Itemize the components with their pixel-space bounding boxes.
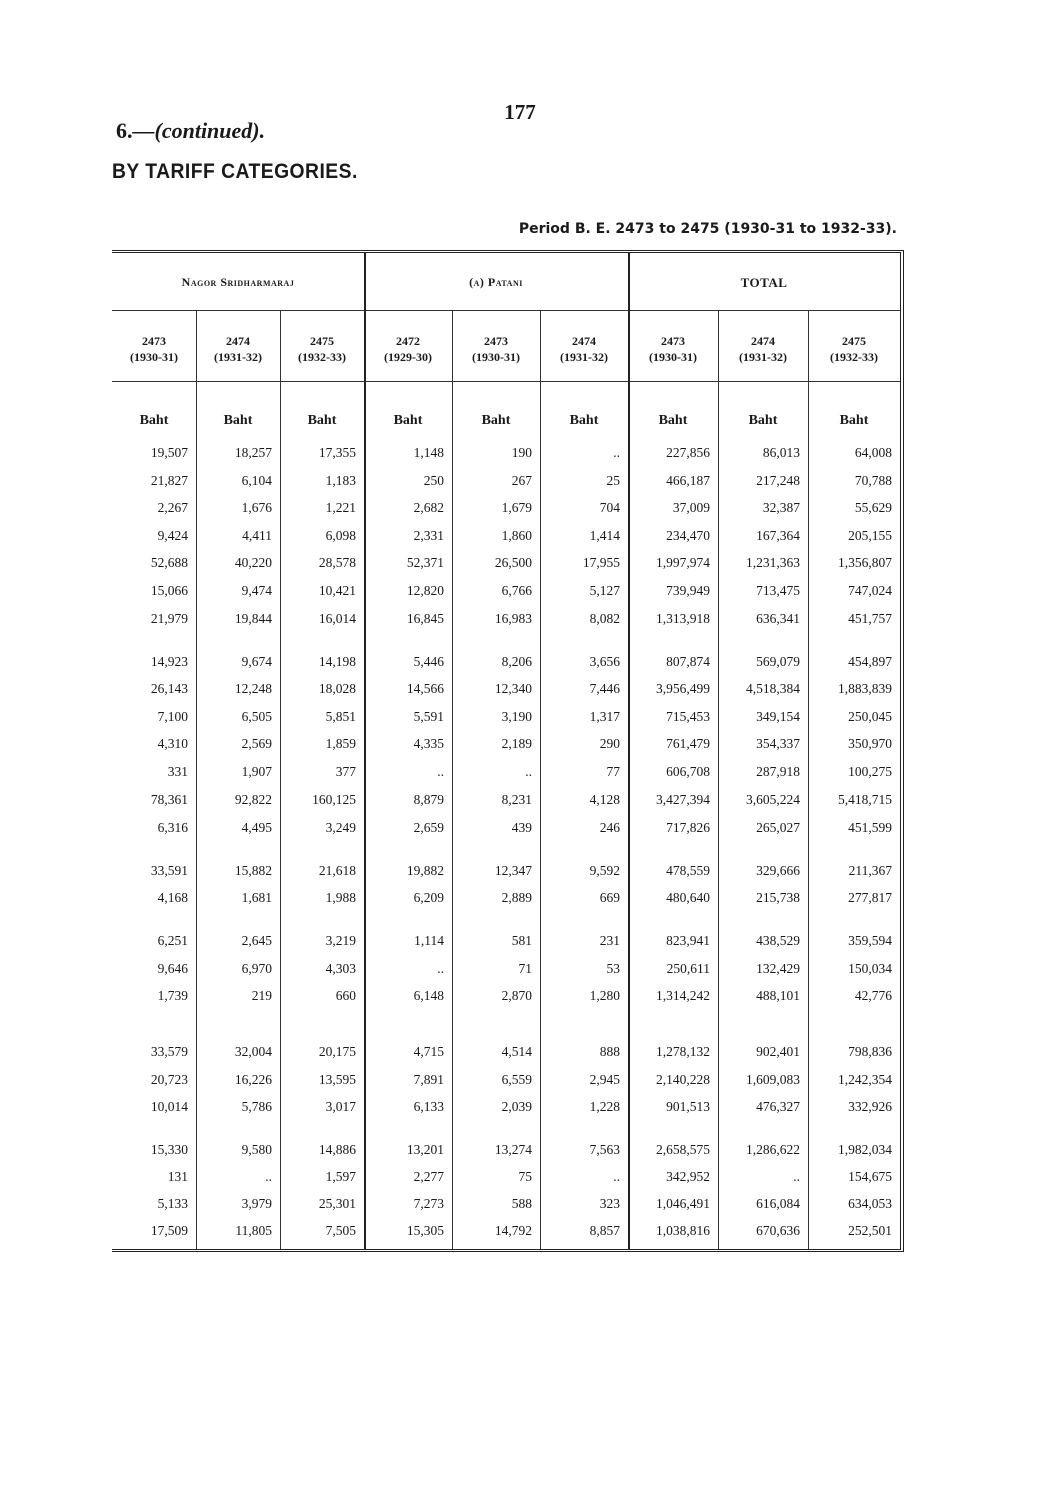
table-cell: 7,100 <box>157 709 188 724</box>
table-cell: 4,335 <box>413 736 444 751</box>
table-cell: 14,923 <box>150 654 188 669</box>
table-cell: 2,659 <box>413 820 444 835</box>
table-cell: 9,592 <box>589 863 620 878</box>
table-cell: 227,856 <box>666 445 710 460</box>
table-cell: 5,591 <box>413 709 444 724</box>
column-header <box>280 333 364 365</box>
table-cell: 1,242,354 <box>838 1072 892 1087</box>
table-cell: 6,104 <box>241 473 272 488</box>
column-unit: Baht <box>658 413 688 428</box>
data-table <box>112 250 904 1252</box>
table-cell: 4,168 <box>157 890 188 905</box>
table-cell: 329,666 <box>756 863 800 878</box>
column-header <box>452 333 540 365</box>
table-cell: 4,310 <box>157 736 188 751</box>
table-cell: 717,826 <box>666 820 710 835</box>
table-cell: 1,997,974 <box>656 555 710 570</box>
table-cell: 478,559 <box>666 863 710 878</box>
table-cell: 739,949 <box>666 583 710 598</box>
table-cell: 19,844 <box>234 611 272 626</box>
table-cell: 14,792 <box>494 1223 532 1238</box>
table-cell: 1,148 <box>413 445 444 460</box>
column-header <box>364 333 452 365</box>
table-cell: 3,656 <box>589 654 620 669</box>
table-cell: 211,367 <box>848 863 892 878</box>
column-period: (1929-30) <box>384 350 432 364</box>
column-period: (1931-32) <box>560 350 608 364</box>
table-cell: 33,579 <box>150 1044 188 1059</box>
table-cell: 14,886 <box>318 1142 356 1157</box>
table-cell: 25 <box>606 473 620 488</box>
table-cell: 16,014 <box>318 611 356 626</box>
column-header <box>808 333 900 365</box>
table-cell: 1,982,034 <box>838 1142 892 1157</box>
table-cell: 52,688 <box>150 555 188 570</box>
table-cell: 246 <box>599 820 620 835</box>
table-cell: 902,401 <box>756 1044 800 1059</box>
table-cell: 1,859 <box>325 736 356 751</box>
column-year: 2475 <box>842 334 866 348</box>
table-cell: 634,053 <box>848 1196 892 1211</box>
table-cell: 3,427,394 <box>656 792 710 807</box>
column-unit: Baht <box>139 413 169 428</box>
column-period: (1930-31) <box>130 350 178 364</box>
table-cell: 15,330 <box>150 1142 188 1157</box>
table-cell: 4,514 <box>501 1044 532 1059</box>
column-header <box>112 333 196 365</box>
column-unit: Baht <box>839 413 869 428</box>
table-cell: 4,411 <box>242 528 272 543</box>
table-cell: 3,979 <box>241 1196 272 1211</box>
table-cell: 359,594 <box>848 933 892 948</box>
column-header <box>196 333 280 365</box>
period-caption: Period B. E. 2473 to 2475 (1930-31 to 1932-33). <box>518 221 897 237</box>
column-period: (1932-33) <box>830 350 878 364</box>
table-cell: 75 <box>518 1169 532 1184</box>
table-cell: 354,337 <box>756 736 800 751</box>
table-cell: 205,155 <box>848 528 892 543</box>
table-cell: 17,355 <box>318 445 356 460</box>
column-year: 2473 <box>661 334 685 348</box>
table-cell: 3,017 <box>325 1099 356 1114</box>
table-cell: 32,004 <box>234 1044 272 1059</box>
table-cell: 160,125 <box>312 792 356 807</box>
table-cell: 342,952 <box>666 1169 710 1184</box>
table-cell: 13,201 <box>406 1142 444 1157</box>
table-cell: 331 <box>167 764 188 779</box>
table-cell: 55,629 <box>854 500 892 515</box>
table-cell: .. <box>793 1169 800 1184</box>
table-cell: 16,845 <box>406 611 444 626</box>
table-cell: 17,955 <box>582 555 620 570</box>
page-number: 177 <box>504 100 536 124</box>
table-cell: 215,738 <box>756 890 800 905</box>
table-cell: .. <box>525 764 532 779</box>
table-cell: 15,882 <box>234 863 272 878</box>
column-header <box>628 333 718 365</box>
table-cell: 439 <box>511 820 532 835</box>
table-cell: 2,645 <box>241 933 272 948</box>
table-cell: 131 <box>167 1169 188 1184</box>
table-cell: 2,945 <box>589 1072 620 1087</box>
table-cell: 888 <box>599 1044 620 1059</box>
table-cell: 377 <box>335 764 356 779</box>
table-cell: 16,983 <box>494 611 532 626</box>
table-cell: 332,926 <box>848 1099 892 1114</box>
table-cell: 11,805 <box>235 1223 272 1238</box>
table-cell: 480,640 <box>666 890 710 905</box>
column-header-rule <box>112 381 900 382</box>
column-year: 2474 <box>572 334 596 348</box>
table-cell: 250,611 <box>666 961 710 976</box>
table-cell: 20,175 <box>318 1044 356 1059</box>
column-unit: Baht <box>569 413 599 428</box>
table-cell: 250 <box>423 473 444 488</box>
table-cell: 2,682 <box>413 500 444 515</box>
column-period: (1931-32) <box>214 350 262 364</box>
table-cell: 2,569 <box>241 736 272 751</box>
table-cell: 18,028 <box>318 681 356 696</box>
table-cell: 100,275 <box>848 764 892 779</box>
table-cell: 86,013 <box>762 445 800 460</box>
table-cell: 476,327 <box>756 1099 800 1114</box>
table-cell: 234,470 <box>666 528 710 543</box>
table-cell: 2,277 <box>413 1169 444 1184</box>
table-cell: 454,897 <box>848 654 892 669</box>
table-cell: 5,418,715 <box>838 792 892 807</box>
table-cell: 2,039 <box>501 1099 532 1114</box>
table-cell: 2,331 <box>413 528 444 543</box>
column-unit: Baht <box>748 413 778 428</box>
column-period: (1931-32) <box>739 350 787 364</box>
group-title-patani: (a) Patani <box>469 275 523 289</box>
table-cell: 8,206 <box>501 654 532 669</box>
column-year: 2474 <box>751 334 775 348</box>
table-cell: 8,231 <box>501 792 532 807</box>
group-header-rule <box>112 310 900 311</box>
table-cell: 713,475 <box>756 583 800 598</box>
table-cell: 704 <box>599 500 620 515</box>
table-cell: 7,891 <box>413 1072 444 1087</box>
table-cell: 5,851 <box>325 709 356 724</box>
table-cell: 20,723 <box>150 1072 188 1087</box>
table-cell: 451,599 <box>848 820 892 835</box>
table-cell: 26,143 <box>150 681 188 696</box>
table-cell: 798,836 <box>848 1044 892 1059</box>
table-cell: 1,609,083 <box>746 1072 800 1087</box>
table-cell: 10,421 <box>318 583 356 598</box>
table-cell: 8,082 <box>589 611 620 626</box>
table-cell: 581 <box>511 933 532 948</box>
table-cell: 190 <box>511 445 532 460</box>
column-unit: Baht <box>223 413 253 428</box>
table-cell: 70,788 <box>854 473 892 488</box>
table-cell: 466,187 <box>666 473 710 488</box>
table-cell: 8,879 <box>413 792 444 807</box>
table-cell: 12,820 <box>406 583 444 598</box>
table-cell: 26,500 <box>494 555 532 570</box>
table-cell: 252,501 <box>848 1223 892 1238</box>
group-title-nagor-sridharmaraj: Nagor Sridharmaraj <box>181 275 295 289</box>
table-cell: 4,495 <box>241 820 272 835</box>
table-cell: 21,827 <box>150 473 188 488</box>
table-cell: 217,248 <box>756 473 800 488</box>
table-cell: 16,226 <box>234 1072 272 1087</box>
table-cell: 1,860 <box>501 528 532 543</box>
table-cell: 823,941 <box>666 933 710 948</box>
table-cell: 250,045 <box>848 709 892 724</box>
table-cell: 5,133 <box>157 1196 188 1211</box>
table-cell: 4,303 <box>325 961 356 976</box>
table-cell: 1,681 <box>241 890 272 905</box>
table-cell: 277,817 <box>848 890 892 905</box>
table-cell: 2,140,228 <box>656 1072 710 1087</box>
table-cell: 1,231,363 <box>746 555 800 570</box>
table-cell: 4,715 <box>413 1044 444 1059</box>
table-cell: 6,209 <box>413 890 444 905</box>
column-year: 2475 <box>310 334 334 348</box>
table-cell: 1,278,132 <box>656 1044 710 1059</box>
table-cell: 3,190 <box>501 709 532 724</box>
table-cell: 6,148 <box>413 988 444 1003</box>
table-cell: 2,658,575 <box>656 1142 710 1157</box>
table-cell: 28,578 <box>318 555 356 570</box>
table-cell: 25,301 <box>318 1196 356 1211</box>
table-cell: 19,882 <box>406 863 444 878</box>
table-cell: 132,429 <box>756 961 800 976</box>
table-cell: 71 <box>518 961 532 976</box>
table-cell: 19,507 <box>150 445 188 460</box>
table-cell: 807,874 <box>666 654 710 669</box>
table-cell: 8,857 <box>589 1223 620 1238</box>
column-year: 2474 <box>226 334 250 348</box>
table-cell: 3,956,499 <box>656 681 710 696</box>
table-cell: 1,221 <box>325 500 356 515</box>
table-cell: 52,371 <box>406 555 444 570</box>
table-cell: 5,446 <box>413 654 444 669</box>
table-cell: .. <box>265 1169 272 1184</box>
table-cell: 9,424 <box>157 528 188 543</box>
table-cell: 7,446 <box>589 681 620 696</box>
column-unit: Baht <box>307 413 337 428</box>
table-cell: 154,675 <box>848 1169 892 1184</box>
table-cell: 1,046,491 <box>656 1196 710 1211</box>
table-cell: 1,314,242 <box>656 988 710 1003</box>
table-cell: 2,870 <box>501 988 532 1003</box>
table-cell: 569,079 <box>756 654 800 669</box>
column-year: 2473 <box>142 334 166 348</box>
table-cell: 219 <box>251 988 272 1003</box>
table-cell: 21,979 <box>150 611 188 626</box>
table-cell: 9,646 <box>157 961 188 976</box>
table-subtitle: BY TARIFF CATEGORIES. <box>112 160 358 183</box>
table-cell: 5,786 <box>241 1099 272 1114</box>
table-cell: 350,970 <box>848 736 892 751</box>
table-cell: 1,676 <box>241 500 272 515</box>
table-cell: 21,618 <box>318 863 356 878</box>
table-cell: 1,679 <box>501 500 532 515</box>
table-cell: 7,563 <box>589 1142 620 1157</box>
table-cell: 290 <box>599 736 620 751</box>
table-cell: 1,280 <box>589 988 620 1003</box>
table-cell: 438,529 <box>756 933 800 948</box>
table-cell: 14,198 <box>318 654 356 669</box>
table-cell: 40,220 <box>234 555 272 570</box>
continued-label: —(continued). <box>132 118 266 143</box>
table-cell: 2,267 <box>157 500 188 515</box>
table-cell: 1,988 <box>325 890 356 905</box>
table-cell: 53 <box>606 961 620 976</box>
column-header <box>540 333 628 365</box>
table-cell: 150,034 <box>848 961 892 976</box>
table-cell: 901,513 <box>666 1099 710 1114</box>
table-cell: 9,474 <box>241 583 272 598</box>
table-cell: 42,776 <box>854 988 892 1003</box>
column-header <box>718 333 808 365</box>
table-cell: 747,024 <box>848 583 892 598</box>
table-cell: 12,340 <box>494 681 532 696</box>
table-cell: 13,274 <box>494 1142 532 1157</box>
table-cell: 15,305 <box>406 1223 444 1238</box>
table-cell: 3,219 <box>325 933 356 948</box>
table-cell: 1,739 <box>157 988 188 1003</box>
table-cell: 761,479 <box>666 736 710 751</box>
column-period: (1930-31) <box>472 350 520 364</box>
table-cell: 167,364 <box>756 528 800 543</box>
table-cell: 2,889 <box>501 890 532 905</box>
table-cell: 670,636 <box>756 1223 800 1238</box>
table-cell: 18,257 <box>234 445 272 460</box>
table-cell: 451,757 <box>848 611 892 626</box>
table-cell: 1,286,622 <box>746 1142 800 1157</box>
table-cell: 1,317 <box>589 709 620 724</box>
table-cell: 1,038,816 <box>656 1223 710 1238</box>
table-cell: 6,251 <box>157 933 188 948</box>
column-period: (1932-33) <box>298 350 346 364</box>
table-cell: 4,518,384 <box>746 681 800 696</box>
table-reference <box>116 118 265 144</box>
table-cell: 1,356,807 <box>838 555 892 570</box>
table-cell: 78,361 <box>150 792 188 807</box>
table-cell: 3,605,224 <box>746 792 800 807</box>
table-cell: 1,183 <box>325 473 356 488</box>
table-cell: 6,316 <box>157 820 188 835</box>
table-cell: 1,228 <box>589 1099 620 1114</box>
column-unit: Baht <box>393 413 423 428</box>
table-cell: 267 <box>511 473 532 488</box>
table-cell: 17,509 <box>150 1223 188 1238</box>
table-cell: .. <box>613 445 620 460</box>
table-cell: 2,189 <box>501 736 532 751</box>
table-cell: 10,014 <box>150 1099 188 1114</box>
table-cell: 77 <box>606 764 620 779</box>
group-title-total: TOTAL <box>740 275 788 290</box>
table-cell: 7,505 <box>325 1223 356 1238</box>
table-cell: 323 <box>599 1196 620 1211</box>
table-cell: 488,101 <box>756 988 800 1003</box>
table-cell: 1,414 <box>589 528 620 543</box>
table-cell: 3,249 <box>325 820 356 835</box>
table-cell: 1,597 <box>325 1169 356 1184</box>
table-cell: 6,766 <box>501 583 532 598</box>
table-cell: 616,084 <box>756 1196 800 1211</box>
table-cell: 287,918 <box>756 764 800 779</box>
table-cell: 5,127 <box>589 583 620 598</box>
table-cell: 1,883,839 <box>838 681 892 696</box>
table-cell: 15,066 <box>150 583 188 598</box>
table-cell: 64,008 <box>854 445 892 460</box>
table-cell: 606,708 <box>666 764 710 779</box>
table-cell: 660 <box>335 988 356 1003</box>
table-cell: .. <box>437 961 444 976</box>
table-cell: 13,595 <box>318 1072 356 1087</box>
table-cell: 6,559 <box>501 1072 532 1087</box>
table-cell: 37,009 <box>672 500 710 515</box>
table-cell: .. <box>613 1169 620 1184</box>
table-cell: 6,970 <box>241 961 272 976</box>
table-number: 6. <box>116 118 133 143</box>
table-cell: 231 <box>599 933 620 948</box>
table-cell: 4,128 <box>589 792 620 807</box>
table-cell: 1,114 <box>414 933 444 948</box>
table-cell: 7,273 <box>413 1196 444 1211</box>
column-period: (1930-31) <box>649 350 697 364</box>
table-cell: 349,154 <box>756 709 800 724</box>
table-cell: 32,387 <box>762 500 800 515</box>
table-cell: 265,027 <box>756 820 800 835</box>
table-cell: 1,313,918 <box>656 611 710 626</box>
table-cell: 12,347 <box>494 863 532 878</box>
table-cell: 6,133 <box>413 1099 444 1114</box>
column-year: 2472 <box>396 334 420 348</box>
table-cell: 33,591 <box>150 863 188 878</box>
table-cell: 9,674 <box>241 654 272 669</box>
table-cell: 9,580 <box>241 1142 272 1157</box>
table-cell: 1,907 <box>241 764 272 779</box>
table-cell: 12,248 <box>234 681 272 696</box>
column-year: 2473 <box>484 334 508 348</box>
table-cell: 669 <box>599 890 620 905</box>
table-cell: 636,341 <box>756 611 800 626</box>
table-cell: 6,098 <box>325 528 356 543</box>
table-cell: 92,822 <box>234 792 272 807</box>
column-unit: Baht <box>481 413 511 428</box>
table-cell: .. <box>437 764 444 779</box>
table-cell: 715,453 <box>666 709 710 724</box>
table-cell: 14,566 <box>406 681 444 696</box>
table-cell: 6,505 <box>241 709 272 724</box>
table-cell: 588 <box>511 1196 532 1211</box>
